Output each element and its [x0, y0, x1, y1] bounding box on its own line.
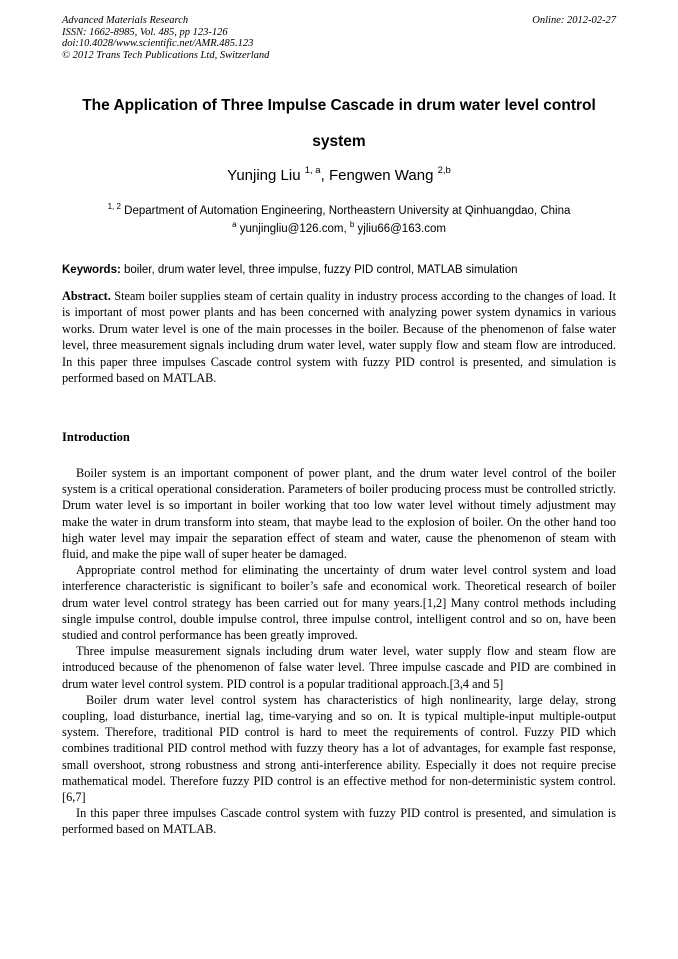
email-b-mark: b — [349, 220, 355, 229]
author-separator: , — [320, 167, 329, 184]
journal-doi: doi:10.4028/www.scientific.net/AMR.485.123 — [62, 38, 254, 49]
intro-paragraph-2: Appropriate control method for eliminating the uncertainty of drum water level control system and load interference characteristic is significant to boiler’s safe and economical work. Theoretical research of boiler drum water level control strategy has been carried out for many years.[1,2] Many control methods including single impulse control, double impulse control, three impulse control, intelligent control and so on, have been studied and control performance has been greatly improved. — [62, 563, 616, 643]
email-a[interactable]: yunjingliu@126.com, — [239, 223, 347, 235]
journal-copyright: © 2012 Trans Tech Publications Ltd, Switzerland — [62, 49, 270, 61]
abstract-label: Abstract. — [62, 289, 111, 303]
email-a-mark: a — [232, 220, 237, 229]
affiliation-mark: 1, 2 — [107, 202, 121, 211]
author-2-affiliation-mark: 2,b — [437, 165, 451, 176]
affiliation-text: Department of Automation Engineering, Northeastern University at Qinhuangdao, China — [124, 205, 571, 217]
email-b[interactable]: yjliu66@163.com — [357, 223, 446, 235]
journal-header — [62, 15, 616, 61]
keywords — [62, 262, 616, 278]
keywords-text: boiler, drum water level, three impulse, fuzzy PID control, MATLAB simulation — [124, 264, 518, 276]
intro-paragraph-1: Boiler system is an important component of power plant, and the drum water level control of the boiler system is a critical operational consideration. Parameters of boiler producing process must be controlled strictly. Drum water level is so important in boiler working that too low water level without timely adjustment may make the water in drum transform into steam, that maybe lead to the explosion of boiler. On the other hand too high water level may impair the separation effect of steam and water, cause the phenomenon of steam with fluid, and make the pipe wall of super heater be damaged. — [62, 466, 616, 562]
author-2-name: Fengwen Wang — [328, 167, 434, 184]
introduction-body — [62, 465, 616, 838]
keywords-label: Keywords: — [62, 264, 121, 276]
intro-paragraph-5: In this paper three impulses Cascade control system with fuzzy PID control is presented, and simulation is performed based on MATLAB. — [62, 806, 616, 837]
title-line-1: The Application of Three Impulse Cascade in drum water level control — [82, 97, 596, 114]
intro-paragraph-3: Three impulse measurement signals including drum water level, water supply flow and steam flow are introduced because of the phenomenon of false water level. Three impulse cascade and PID are combined in drum water level control system. PID control is a popular traditional approach.[3,4 and 5] — [62, 644, 616, 691]
abstract-text: Steam boiler supplies steam of certain quality in industry process according to the changes of load. It is important of most power plants and has been concerned with analyzing power system dynamics in various works. Drum water level is one of the main processes in the boiler. Because of the phenomenon of false water level, three measurement signals including drum water level, water supply flow and steam flow are introduced. In this paper three impulses Cascade control system with fuzzy PID control is presented, and simulation is performed based on MATLAB. — [62, 289, 616, 386]
abstract — [62, 288, 616, 386]
affiliation-block — [62, 202, 616, 238]
author-1-name: Yunjing Liu — [227, 167, 301, 184]
online-date: Online: 2012-02-27 — [532, 15, 616, 26]
email-line — [62, 220, 616, 238]
paper-title — [62, 88, 616, 160]
author-list — [62, 166, 616, 186]
intro-paragraph-4: Boiler drum water level control system has characteristics of high nonlinearity, large delay, strong coupling, load disturbance, inertial lag, time-varying and so on. It is typical multiple-input multiple-output system. Therefore, traditional PID control is hard to meet the requirements of control. Fuzzy PID which combines traditional PID control method with fuzzy theory has a lot of advantages, for example fast response, small overshoot, strong robustness and strong anti-interference ability. Especially it does not require precise mathematical model. Therefore fuzzy PID control is an effective method for non-deterministic system control. [6,7] — [62, 692, 616, 805]
author-1-affiliation-mark: 1, a — [304, 165, 321, 176]
journal-issn: ISSN: 1662-8985, Vol. 485, pp 123-126 — [62, 26, 228, 38]
journal-name: Advanced Materials Research — [62, 15, 189, 26]
title-line-2: system — [312, 133, 366, 150]
section-heading-introduction: Introduction — [62, 430, 130, 444]
affiliation-line — [62, 202, 616, 220]
